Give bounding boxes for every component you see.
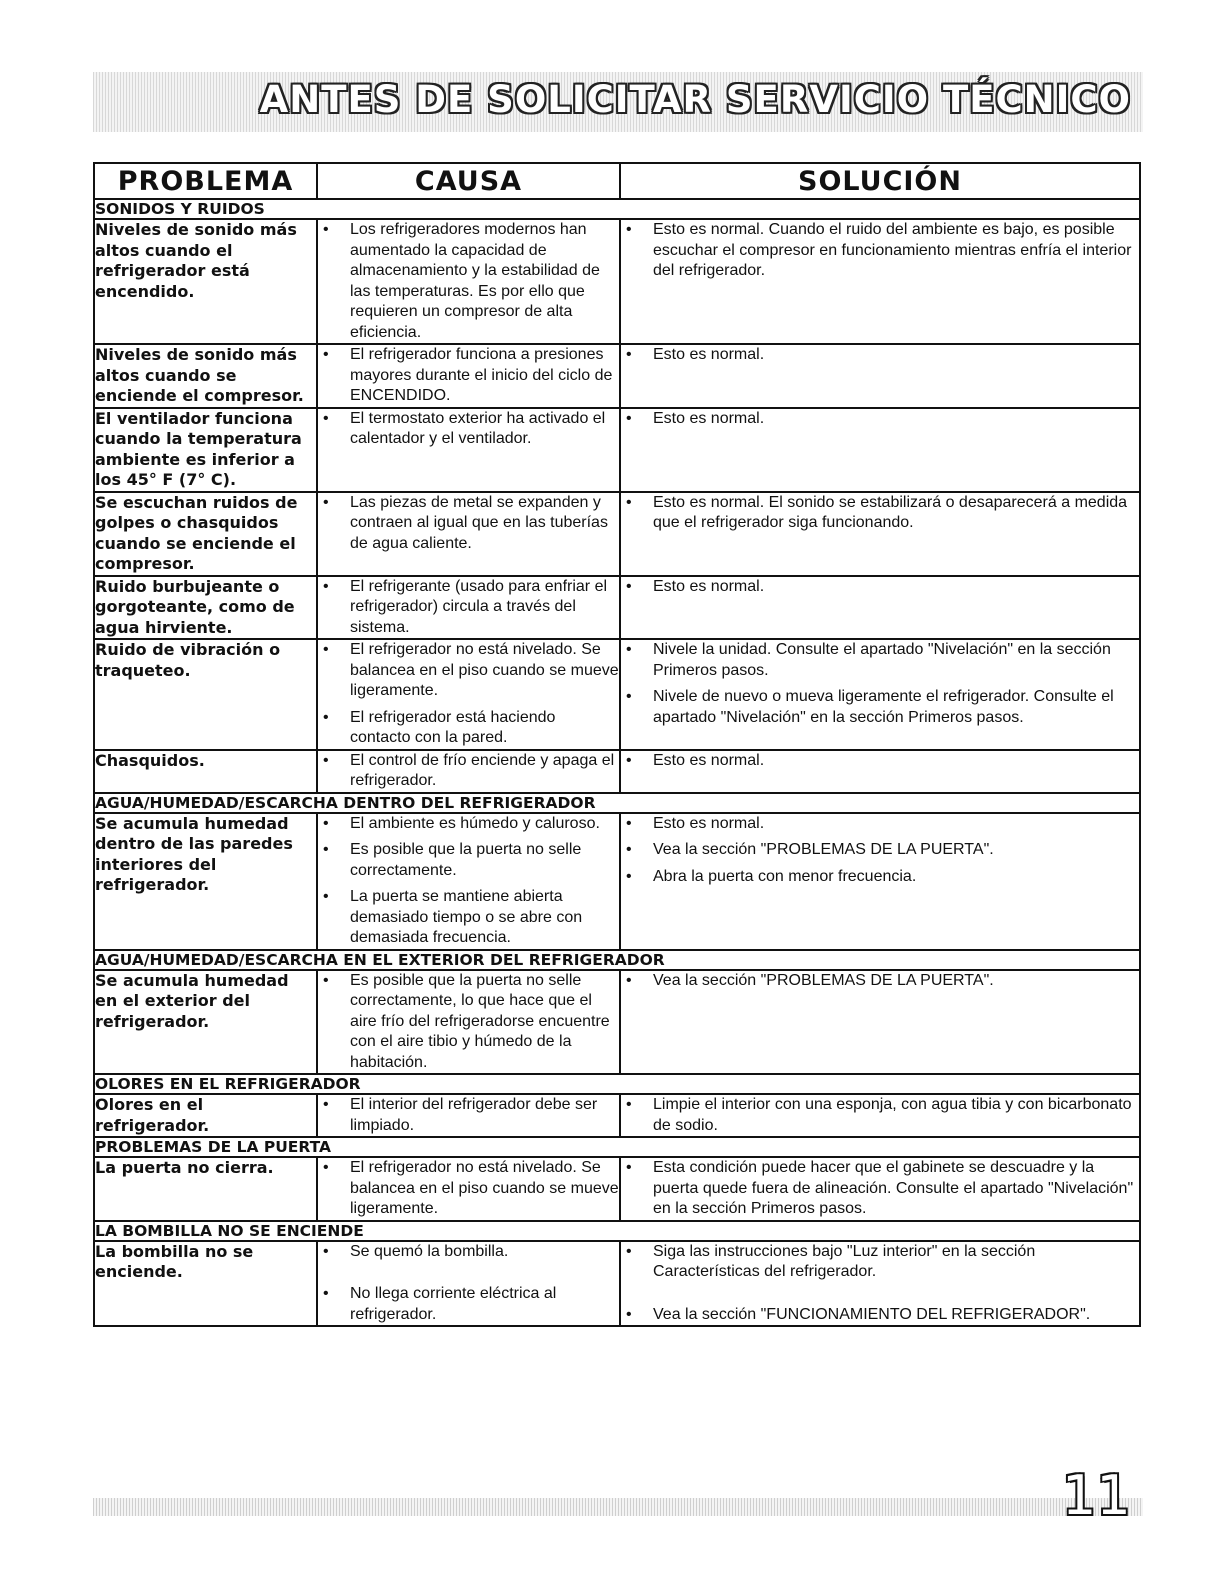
solution-item: • Esto es normal.: [621, 409, 1139, 430]
cause-cell: [317, 639, 620, 750]
solution-list: [621, 814, 1139, 888]
solution-item: • Nivele la unidad. Consulte el apartado "Nivelación" en la sección Primeros pasos.: [621, 640, 1139, 681]
table-row: [94, 219, 1140, 344]
problem-cell: Niveles de sonido más altos cuando el refrigerador está encendido.: [94, 219, 317, 344]
cause-list: [318, 1242, 619, 1326]
solution-list: [621, 493, 1139, 534]
problem-cell: La puerta no cierra.: [94, 1157, 317, 1221]
section-row: [94, 950, 1140, 970]
table-row: [94, 344, 1140, 408]
solution-cell: [620, 970, 1140, 1075]
cause-item: • El control de frío enciende y apaga el refrigerador.: [318, 751, 619, 792]
solution-item: • Nivele de nuevo o mueva ligeramente el refrigerador. Consulte el apartado "Nivelación" en la sección Primeros pasos.: [621, 687, 1139, 728]
section-row: [94, 1221, 1140, 1241]
solution-item: • Esto es normal. El sonido se estabilizará o desaparecerá a medida que el refrigerador siga funcionando.: [621, 493, 1139, 534]
cause-item: • El refrigerante (usado para enfriar el refrigerador) circula a través del sistema.: [318, 577, 619, 639]
section-row: [94, 1137, 1140, 1157]
cause-list: [318, 220, 619, 343]
solution-item: • Siga las instrucciones bajo "Luz interior" en la sección Características del refrigerador.: [621, 1242, 1139, 1283]
solution-item: • Esto es normal. Cuando el ruido del ambiente es bajo, es posible escuchar el compresor en funcionamiento mientras enfría el interior del refrigerador.: [621, 220, 1139, 282]
table-row: [94, 408, 1140, 492]
table-row: [94, 639, 1140, 750]
table-row: [94, 1157, 1140, 1221]
header-solution: SOLUCIÓN: [620, 163, 1140, 199]
cause-list: [318, 409, 619, 450]
cause-cell: [317, 219, 620, 344]
cause-item: • Es posible que la puerta no selle correctamente.: [318, 840, 619, 881]
page-title: ANTES DE SOLICITAR SERVICIO TÉCNICO: [259, 78, 1131, 121]
solution-item: • Esto es normal.: [621, 751, 1139, 772]
cause-list: [318, 1095, 619, 1136]
cause-list: [318, 814, 619, 949]
solution-item: • Vea la sección "PROBLEMAS DE LA PUERTA".: [621, 840, 1139, 861]
table-header-row: [94, 163, 1140, 199]
problem-cell: Ruido de vibración o traqueteo.: [94, 639, 317, 750]
table-row: [94, 750, 1140, 793]
header-banner: [93, 72, 1143, 132]
table-body: [94, 199, 1140, 1326]
cause-cell: [317, 750, 620, 793]
cause-item: • El refrigerador funciona a presiones mayores durante el inicio del ciclo de ENCENDIDO.: [318, 345, 619, 407]
problem-cell: Se escuchan ruidos de golpes o chasquidos cuando se enciende el compresor.: [94, 492, 317, 576]
solution-list: [621, 1242, 1139, 1326]
troubleshooting-table: [93, 162, 1141, 1327]
solution-list: [621, 220, 1139, 282]
section-title: AGUA/HUMEDAD/ESCARCHA EN EL EXTERIOR DEL REFRIGERADOR: [94, 950, 1140, 970]
cause-cell: [317, 813, 620, 950]
section-title: OLORES EN EL REFRIGERADOR: [94, 1074, 1140, 1094]
solution-list: [621, 409, 1139, 430]
page-number: 11: [1062, 1464, 1131, 1527]
solution-cell: [620, 492, 1140, 576]
cause-item: • La puerta se mantiene abierta demasiado tiempo o se abre con demasiada frecuencia.: [318, 887, 619, 949]
table-row: [94, 576, 1140, 640]
cause-cell: [317, 344, 620, 408]
solution-cell: [620, 219, 1140, 344]
solution-list: [621, 640, 1139, 728]
solution-cell: [620, 408, 1140, 492]
cause-item: • El ambiente es húmedo y caluroso.: [318, 814, 619, 835]
cause-list: [318, 1158, 619, 1220]
solution-list: [621, 577, 1139, 598]
table-row: [94, 1094, 1140, 1137]
solution-cell: [620, 1094, 1140, 1137]
cause-list: [318, 577, 619, 639]
section-row: [94, 199, 1140, 219]
solution-cell: [620, 1157, 1140, 1221]
cause-item: • El refrigerador no está nivelado. Se balancea en el piso cuando se mueve ligeramente.: [318, 640, 619, 702]
solution-item: • Esto es normal.: [621, 345, 1139, 366]
cause-list: [318, 345, 619, 407]
problem-cell: Se acumula humedad en el exterior del refrigerador.: [94, 970, 317, 1075]
cause-item: • Es posible que la puerta no selle correctamente, lo que hace que el aire frío del refrigeradorse encuentre con el aire tibio y húmedo de la habitación.: [318, 971, 619, 1074]
cause-cell: [317, 1094, 620, 1137]
solution-item: • Vea la sección "FUNCIONAMIENTO DEL REFRIGERADOR".: [621, 1305, 1139, 1326]
problem-cell: Olores en el refrigerador.: [94, 1094, 317, 1137]
section-row: [94, 793, 1140, 813]
header-cause: CAUSA: [317, 163, 620, 199]
solution-item: • Esta condición puede hacer que el gabinete se descuadre y la puerta quede fuera de alineación. Consulte el apartado "Nivelación" en la sección Primeros pasos.: [621, 1158, 1139, 1220]
cause-cell: [317, 492, 620, 576]
footer-bar: [93, 1498, 1143, 1516]
solution-item: • Esto es normal.: [621, 577, 1139, 598]
table-row: [94, 492, 1140, 576]
solution-item: • Esto es normal.: [621, 814, 1139, 835]
solution-item: • Limpie el interior con una esponja, con agua tibia y con bicarbonato de sodio.: [621, 1095, 1139, 1136]
cause-cell: [317, 1241, 620, 1327]
problem-cell: Niveles de sonido más altos cuando se enciende el compresor.: [94, 344, 317, 408]
cause-cell: [317, 1157, 620, 1221]
cause-item: • El refrigerador está haciendo contacto con la pared.: [318, 708, 619, 749]
solution-list: [621, 971, 1139, 992]
solution-cell: [620, 639, 1140, 750]
cause-list: [318, 751, 619, 792]
cause-list: [318, 640, 619, 749]
problem-cell: Se acumula humedad dentro de las paredes interiores del refrigerador.: [94, 813, 317, 950]
solution-list: [621, 1095, 1139, 1136]
section-title: PROBLEMAS DE LA PUERTA: [94, 1137, 1140, 1157]
section-title: LA BOMBILLA NO SE ENCIENDE: [94, 1221, 1140, 1241]
cause-item: • El refrigerador no está nivelado. Se balancea en el piso cuando se mueve ligeramente.: [318, 1158, 619, 1220]
table-row: [94, 813, 1140, 950]
solution-list: [621, 751, 1139, 772]
solution-item: • Vea la sección "PROBLEMAS DE LA PUERTA".: [621, 971, 1139, 992]
cause-cell: [317, 576, 620, 640]
section-row: [94, 1074, 1140, 1094]
solution-cell: [620, 1241, 1140, 1327]
solution-list: [621, 1158, 1139, 1220]
cause-item: • Las piezas de metal se expanden y contraen al igual que en las tuberías de agua caliente.: [318, 493, 619, 555]
problem-cell: El ventilador funciona cuando la temperatura ambiente es inferior a los 45° F (7° C).: [94, 408, 317, 492]
cause-item: • No llega corriente eléctrica al refrigerador.: [318, 1284, 619, 1325]
problem-cell: La bombilla no se enciende.: [94, 1241, 317, 1327]
cause-item: • Los refrigeradores modernos han aumentado la capacidad de almacenamiento y la estabilidad de las temperaturas. Es por ello que requieren un compresor de alta eficiencia.: [318, 220, 619, 343]
section-title: AGUA/HUMEDAD/ESCARCHA DENTRO DEL REFRIGERADOR: [94, 793, 1140, 813]
cause-cell: [317, 970, 620, 1075]
cause-cell: [317, 408, 620, 492]
cause-item: • Se quemó la bombilla.: [318, 1242, 619, 1263]
cause-item: • El termostato exterior ha activado el calentador y el ventilador.: [318, 409, 619, 450]
section-title: SONIDOS Y RUIDOS: [94, 199, 1140, 219]
solution-cell: [620, 750, 1140, 793]
table-row: [94, 970, 1140, 1075]
table-row: [94, 1241, 1140, 1327]
solution-list: [621, 345, 1139, 366]
problem-cell: Chasquidos.: [94, 750, 317, 793]
cause-list: [318, 493, 619, 555]
cause-list: [318, 971, 619, 1074]
header-problem: PROBLEMA: [94, 163, 317, 199]
solution-cell: [620, 344, 1140, 408]
solution-cell: [620, 813, 1140, 950]
cause-item: • El interior del refrigerador debe ser limpiado.: [318, 1095, 619, 1136]
solution-item: • Abra la puerta con menor frecuencia.: [621, 867, 1139, 888]
problem-cell: Ruido burbujeante o gorgoteante, como de agua hirviente.: [94, 576, 317, 640]
solution-cell: [620, 576, 1140, 640]
